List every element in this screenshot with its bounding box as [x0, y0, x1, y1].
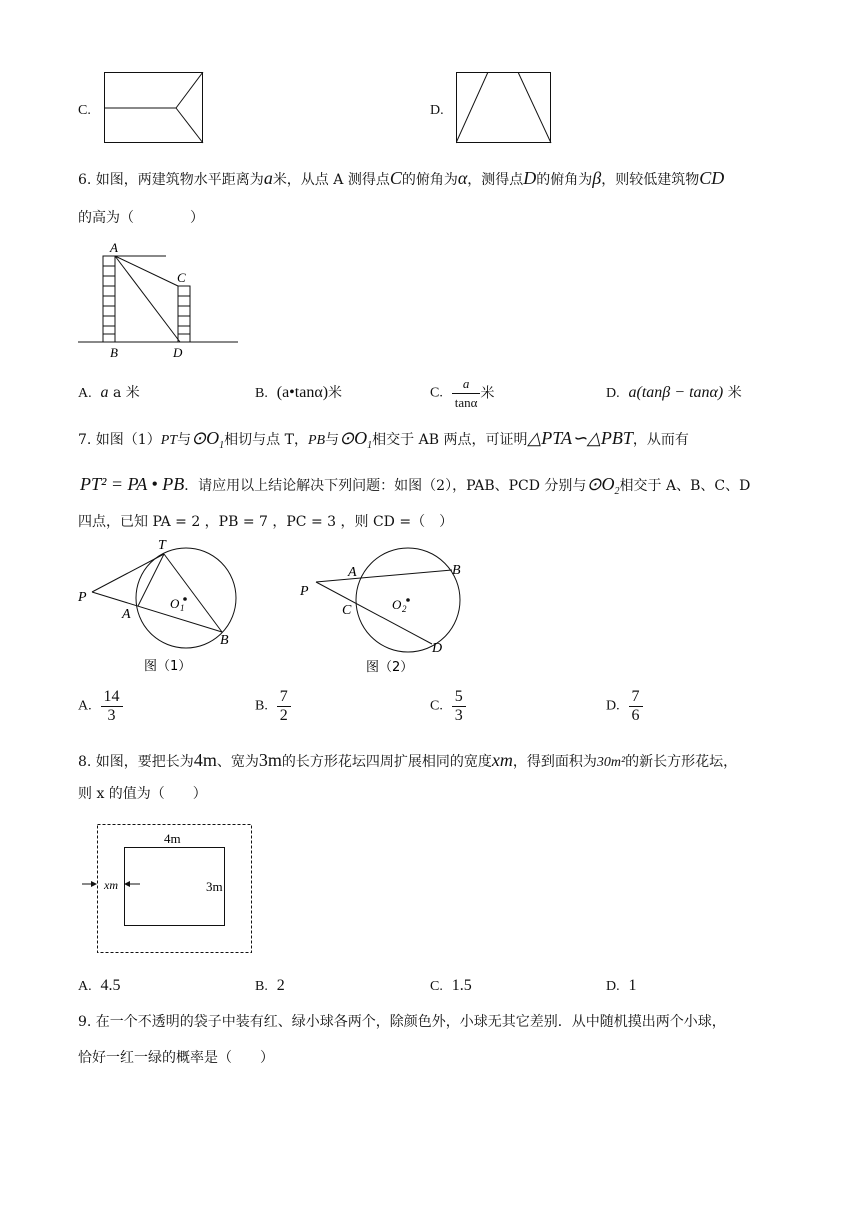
q7-fig2-label-b: B [452, 563, 461, 578]
q7-option-a: A. $\frac{14}{3}$ [78, 688, 123, 725]
q8-fig-label-top: 4m [164, 831, 181, 846]
q8-option-d: D. 1 [606, 977, 637, 994]
q7-fig2-caption: 图（2） [366, 660, 414, 675]
q7-fig1-label-b: B [220, 633, 229, 648]
q7-fig1-label-t: T [158, 538, 166, 553]
q7-fig1-caption: 图（1） [144, 659, 192, 674]
q8-option-c: C. 1.5 [430, 977, 472, 994]
q7-fig2-label-p: P [300, 584, 309, 599]
svg-text:2: 2 [402, 604, 407, 614]
q7-question-line2: PT² = PA • PB．请应用以上结论解决下列问题：如图（2），PAB、PCD 分别与$⊙O_2$相交于 A、B、C、D [80, 474, 751, 497]
q7-fig2-label-a: A [348, 565, 357, 580]
q7-figure-1 [74, 536, 246, 676]
q5-option-d-label: D. [430, 103, 444, 118]
q6-option-a: A. a a 米 [78, 384, 140, 401]
q6-option-c: C. $\frac{a}{\tan\alpha}$ 米 [430, 376, 495, 410]
q7-question-line1: 7. 如图（1）PT与$⊙O_1$相切与点 T，PB与$⊙O_1$相交于 AB 两点，可证明△PTA∽△PBT，从而有 [78, 428, 689, 451]
q6-question-line2: 的高为（ ） [78, 210, 204, 226]
q7-option-d: D. $\frac{7}{6}$ [606, 688, 643, 725]
q6-label-a: A [110, 240, 118, 255]
q6-question-line1: 6. 如图，两建筑物水平距离为a米，从点 A 测得点C的俯角为α，测得点D的俯角为β，则较低建筑物CD [78, 168, 725, 188]
q8-fig-label-side: xm [104, 878, 118, 892]
q5-option-c-figure [104, 72, 204, 144]
q6-label-c: C [177, 270, 186, 285]
q8-question-line1: 8. 如图，要把长为4m、宽为3m的长方形花坛四周扩展相同的宽度xm，得到面积为30m²的新长方形花坛， [78, 750, 738, 770]
q7-fig2-label-d: D [432, 641, 443, 656]
svg-text:1: 1 [180, 603, 185, 613]
q5-option-c-label: C. [78, 103, 91, 118]
q5-option-d-figure [456, 72, 552, 144]
q7-question-line3: 四点，已知 PA = 2 ，PB = 7 ，PC = 3 ，则 CD =（ ） [78, 514, 454, 530]
q8-option-a: A. 4.5 [78, 977, 121, 994]
q8-fig-label-right: 3m [206, 879, 223, 894]
q8-figure [80, 820, 256, 956]
q7-option-b: B. $\frac{7}{2}$ [255, 688, 291, 725]
q9-question-line1: 9. 在一个不透明的袋子中装有红、绿小球各两个，除颜色外，小球无其它差别．从中随机摸出两个小球， [78, 1014, 726, 1030]
q6-label-d: D [173, 345, 183, 360]
q6-figure [76, 240, 242, 362]
q7-fig1-label-p: P [78, 590, 87, 605]
q8-option-b: B. 2 [255, 977, 285, 994]
q7-fig2-label-o: O [392, 597, 402, 612]
q6-option-b: B. (a•tanα)米 [255, 384, 343, 401]
q6-option-d: D. a(tanβ − tanα) 米 [606, 384, 742, 401]
q7-fig1-label-o: O [170, 596, 180, 611]
q7-fig2-label-c: C [342, 603, 352, 618]
q7-fig1-label-a: A [122, 607, 131, 622]
q6-label-b: B [110, 345, 118, 360]
q7-option-c: C. $\frac{5}{3}$ [430, 688, 466, 725]
q7-figure-2 [296, 540, 476, 676]
q8-question-line2: 则 x 的值为（ ） [78, 786, 207, 802]
q9-question-line2: 恰好一红一绿的概率是（ ） [78, 1050, 274, 1066]
